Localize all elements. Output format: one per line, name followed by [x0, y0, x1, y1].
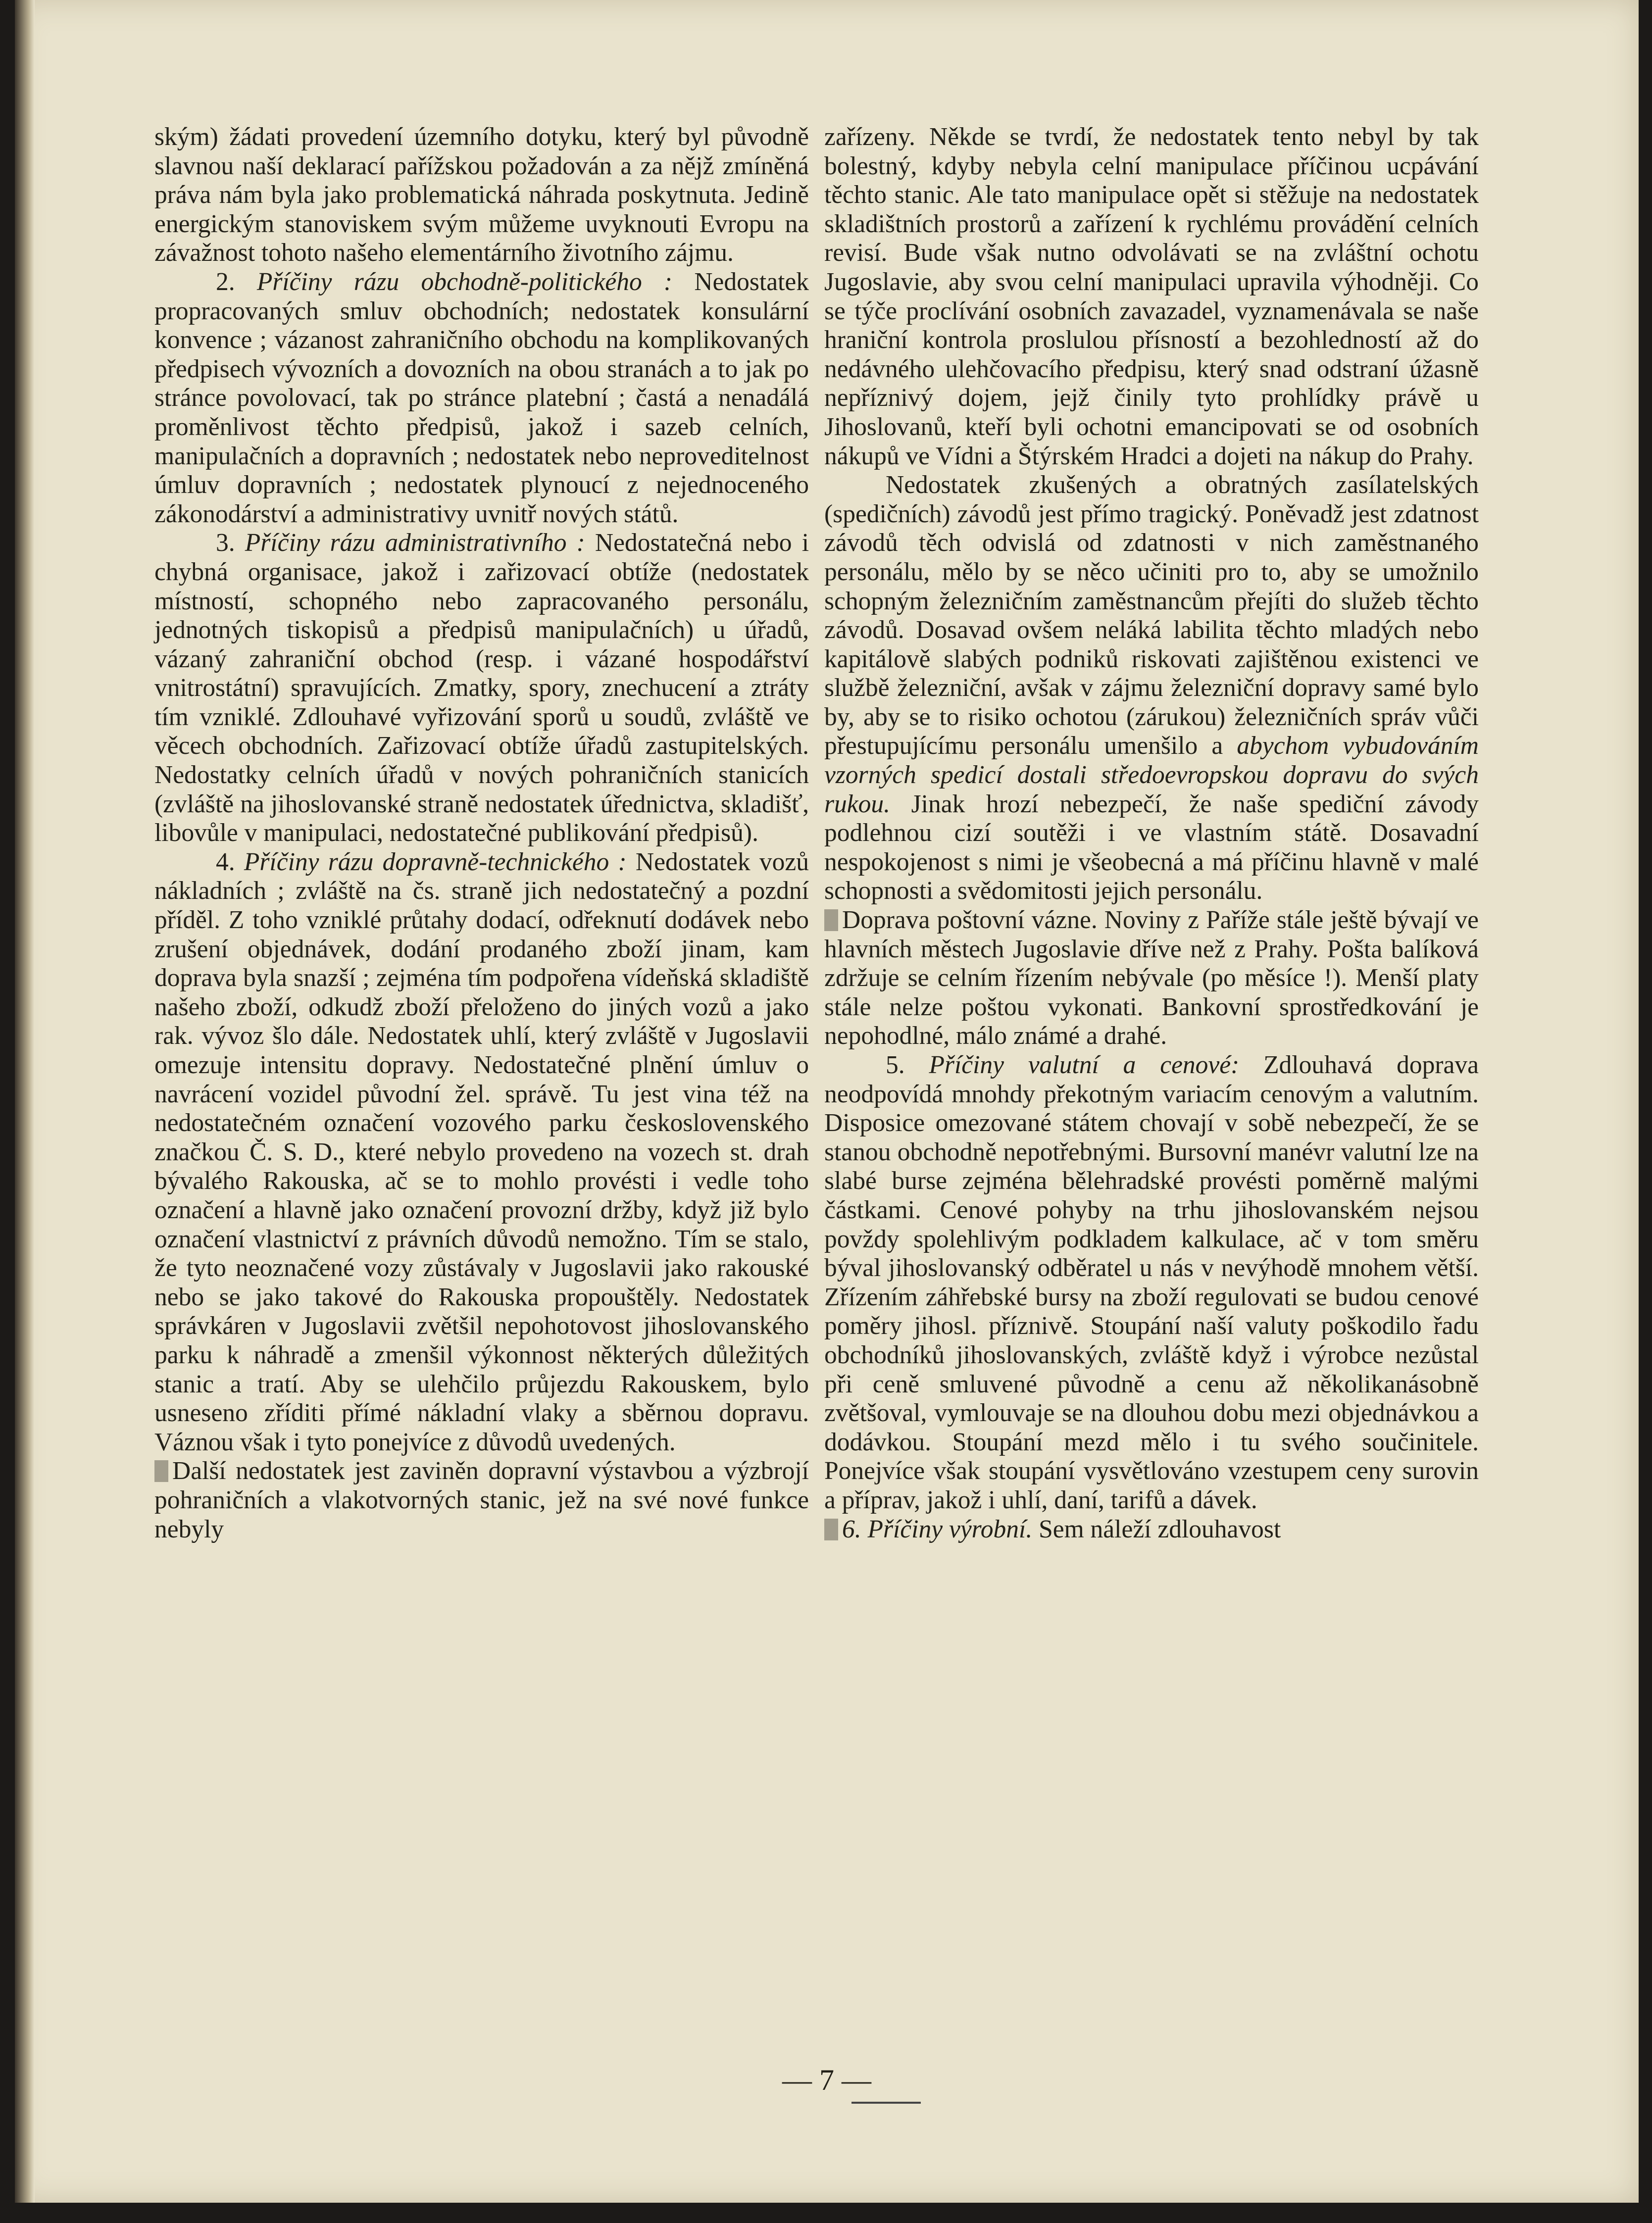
document-page	[15, 0, 1639, 2203]
text-run: Nedostatek vozů nákladních ; zvláště na čs. straně jich nedostatečný a pozdní příděl. Z toho vzniklé průtahy dodací, odřeknutí dodávek nebo zrušení objednávek, dodání prodaného zboží jinam, kam doprava byla snazší ; zejména tím podpořena vídeňská skladiště našeho zboží, odkudž zboží přeloženo do jiných vozů a jako rak. vývoz šlo dále. Nedostatek uhlí, který zvláště v Jugoslavii omezuje intensitu dopravy. Nedostatečné plnění úmluv o navrácení vozidel původní žel. správě. Tu jest vina též na nedostatečném označení vozového parku československého značkou Č. S. D., které nebylo provedeno na vozech st. drah bývalého Rakouska, ač se to mohlo provésti i vedle toho označení a hlavně jako označení provozní držby, když již bylo označení vlastnictví z právních důvodů nemožno. Tím se stalo, že tyto neoznačené vozy zůstávaly v Jugoslavii jako rakouské nebo se jako takové do Rakouska propouštěly. Nedostatek správkáren v Jugoslavii zvětšil nepohotovost jihoslovanského parku k náhradě a zmenšil výkonnost některých důležitých stanic a tratí. Aby se ulehčilo průjezdu Rakouskem, bylo usneseno zříditi přímé nákladní vlaky a sběrnou dopravu. Váznou však i tyto ponejvíce z důvodů uvedených.	[154, 847, 809, 1456]
italic-text: Příčiny valutní a cenové:	[929, 1051, 1240, 1079]
italic-text: Příčiny rázu administrativního :	[245, 529, 585, 557]
text-run: Další nedostatek jest zaviněn dopravní výstavbou a výzbrojí pohraničních a vlakotvorných stanic, jež na své nové funkce nebyly	[154, 1457, 809, 1543]
text-run: zařízeny. Někde se tvrdí, že nedostatek tento nebyl by tak bolestný, kdyby nebyla celní manipulace příčinou ucpávání těchto stanic. Ale tato manipulace opět si stěžuje na nedostatek skladištních prostorů a zařízení k rychlému provádění celních revisí. Bude však nutno odvolávati se na zvláštní ochotu Jugoslavie, aby svou celní manipulaci upravila výhodněji. Co se týče proclívání osobních zavazadel, vyznamenávala se naše hraniční kontrola proslulou přísností a bezohledností až do nedávného ulehčovacího předpisu, který snad odstraní úžasně nepříznivý dojem, jejž činily tyto prohlídky právě u Jihoslovanů, kteří byli ochotni emancipovati se od osobních nákupů ve Vídni a Štýrském Hradci a dojeti na nákup do Prahy.	[824, 123, 1479, 470]
italic-text: Příčiny rázu dopravně-technického :	[244, 847, 627, 876]
text-run: Nedostatek propracovaných smluv obchodních; nedostatek konsulární konvence ; vázanost zahraničního obchodu na komplikovaných předpisech vývozních a dovozních na obou stranách a to jak po stránce povolovací, tak po stránce platební ; častá a nenadálá proměnlivost těchto předpisů, jakož i sazeb celních, manipulačních a dopravních ; nedostatek nebo neproveditelnost úmluv dopravních ; nedostatek plynoucí z nejednoceného zákonodárství a administrativy uvnitř nových států.	[154, 267, 809, 528]
margin-mark	[824, 1519, 838, 1540]
paragraph-r2	[824, 471, 1479, 906]
text-run: Jinak hrozí nebezpečí, že naše spediční závody podlehnou cizí soutěži i ve vlastním státě. Dosavadní nespokojenost s nimi je všeobecná a má příčinu hlavně v malé schopnosti a svědomitosti jejich personálu.	[824, 790, 1479, 905]
text-run: 4.	[216, 847, 244, 876]
text-run: Nedostatečná nebo i chybná organisace, jakož i zařizovací obtíže (nedostatek místností, schopného nebo zapracovaného personálu, jednotných tiskopisů a předpisů manipulačních) u úřadů, vázaný zahraniční obchod (resp. i vázané hospodářství vnitrostátní) spravujících. Zmatky, spory, znechucení a ztráty tím vzniklé. Zdlouhavé vyřizování sporů u soudů, zvláště ve věcech obchodních. Zařizovací obtíže úřadů zastupitelských. Nedostatky celních úřadů v nových pohraničních stanicích (zvláště na jihoslovanské straně nedostatek úřednictva, skladišť, libovůle v manipulaci, nedostatečné publikování předpisů).	[154, 529, 809, 847]
text-run: Zdlouhavá doprava neodpovídá mnohdy překotným variacím cenovým a valutním. Disposice omezované státem chovají v sobě nebezpečí, že se stanou obchodně nepotřebnými. Bursovní manévr valutní lze na slabé burse zejména bělehradské provésti poměrně malými částkami. Cenové pohyby na trhu jihoslovanském nejsou povždy spolehlivým podkladem kalkulace, ač v tom směru býval jihoslovanský odběratel u nás v nevýhodě mnohem větší. Zřízením záhřebské bursy na zboží regulovati se budou cenové poměry jihosl. příznivě. Stoupání naší valuty poškodilo řadu obchodníků jihoslovanských, zvláště když i výrobce nezůstal při ceně smluvené původně a cenu až několikanásobně zvětšoval, vymlouvaje se na dlouhou dobu mezi objednávkou a dodávkou. Stoupání mezd mělo i tu svého součinitele. Ponejvíce však stoupání vysvětlováno vzestupem ceny surovin a příprav, jakož i uhlí, daní, tarifů a dávek.	[824, 1051, 1479, 1514]
margin-mark	[154, 1460, 168, 1482]
text-run: Nedostatek zkušených a obratných zasílatelských (spedičních) závodů jest přímo tragický. Poněvadž jest zdatnost závodů těch odvislá od zdatnosti v nich zaměstnaného personálu, mělo by se něco učiniti pro to, aby se umožnilo schopným železničním zaměstnancům přejíti do služeb těchto závodů. Dosavad ovšem neláká labilita těchto mladých nebo kapitálově slabých podniků riskovati zajištěnou existenci ve službě železniční, avšak v zájmu železniční dopravy samé bylo by, aby se to risiko ochotou (zárukou) železničních správ vůči přestupujícímu personálu umenšilo a	[824, 471, 1479, 760]
paragraph-r5	[824, 1515, 1479, 1544]
book-binding-edge	[15, 0, 35, 2203]
paragraph-p4	[154, 848, 809, 1457]
paragraph-r1	[824, 123, 1479, 471]
text-run: 3.	[216, 529, 245, 557]
page-number: — 7 —	[782, 2064, 871, 2096]
paragraph-p2	[154, 268, 809, 529]
text-run: Sem náleží zdlouhavost	[1032, 1515, 1281, 1543]
left-column	[154, 123, 809, 1544]
footer-rule	[851, 2102, 921, 2104]
paragraph-p1	[154, 123, 809, 268]
right-column	[824, 123, 1479, 1544]
paragraph-r4	[824, 1051, 1479, 1515]
paragraph-p5	[154, 1457, 809, 1544]
text-run: Doprava poštovní vázne. Noviny z Paříže stále ještě bývají ve hlavních městech Jugoslavie dříve než z Prahy. Pošta balíková zdržuje se celním řízením nebývale (po měsíce !). Menší platy stále nelze poštou vykonati. Bankovní sprostředkování je nepohodlné, málo známé a drahé.	[824, 906, 1479, 1050]
italic-text: 6. Příčiny výrobní.	[842, 1515, 1033, 1543]
italic-text: abychom vybudováním vzorných spedicí dostali středoevropskou dopravu do svých rukou.	[824, 732, 1479, 818]
text-run: 5.	[886, 1051, 929, 1079]
margin-mark	[824, 909, 838, 931]
paragraph-r3	[824, 906, 1479, 1051]
paragraph-p3	[154, 529, 809, 848]
italic-text: Příčiny rázu obchodně-politického :	[256, 267, 673, 296]
text-run: 2.	[216, 267, 257, 296]
text-run: ským) žádati provedení územního dotyku, který byl původně slavnou naší deklarací pařížskou požadován a za nějž zmíněná práva nám byla jako problematická náhrada poskytnuta. Jedině energickým stanoviskem svým můžeme uvyknouti Evropu na závažnost tohoto našeho elementárního životního zájmu.	[154, 123, 809, 267]
